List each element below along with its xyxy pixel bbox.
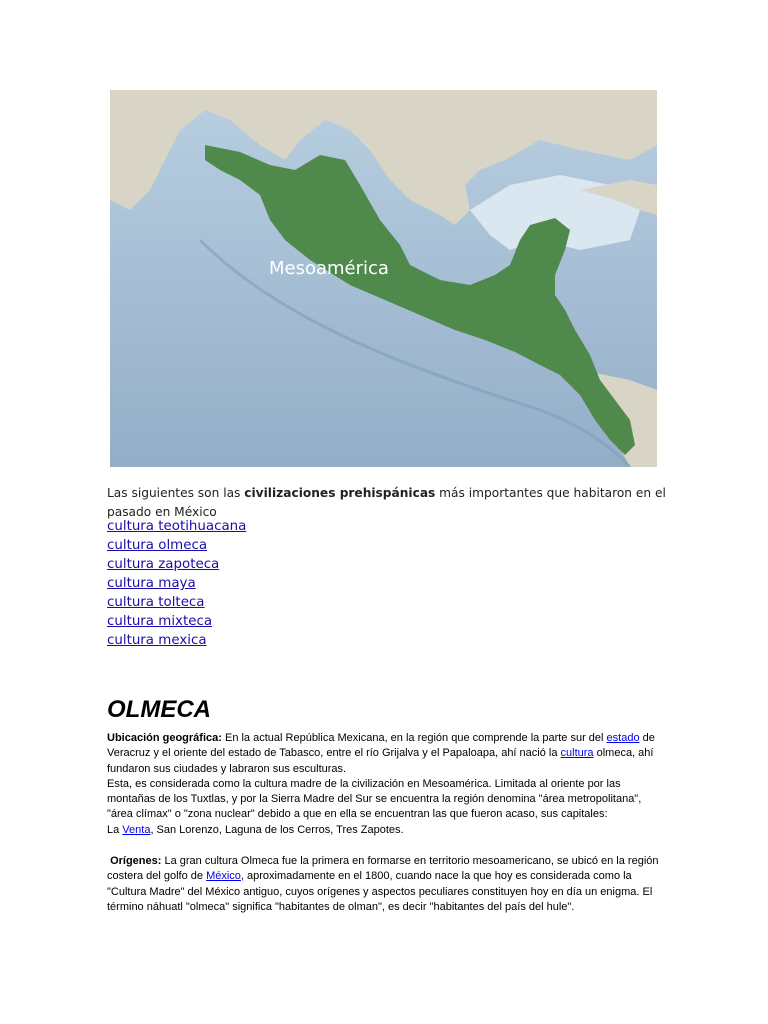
- ubicacion-text-1: En la actual República Mexicana, en la región que comprende la parte sur del: [221, 732, 607, 744]
- link-cultura-mexica[interactable]: cultura mexica: [107, 633, 207, 648]
- link-venta[interactable]: Venta: [122, 823, 151, 836]
- link-cultura-teotihuacana[interactable]: cultura teotihuacana: [107, 519, 247, 534]
- ubicacion-text-6: , San Lorenzo, Laguna de los Cerros, Tres Zapotes.: [150, 823, 404, 836]
- ubicacion-paragraph: [107, 731, 667, 838]
- culture-links-list: [107, 517, 246, 650]
- intro-after: más importantes que habitaron en el pasado en México: [107, 486, 666, 519]
- ubicacion-text-3: olmeca, ahí fundaron sus ciudades y labraron sus esculturas.: [107, 747, 654, 775]
- origenes-text-1: La gran cultura Olmeca fue la primera en formarse en territorio mesoamericano, se ubicó en la región costera del golfo de: [107, 855, 659, 883]
- link-cultura[interactable]: cultura: [560, 747, 594, 760]
- origenes-label: Orígenes:: [110, 855, 162, 867]
- link-cultura-tolteca[interactable]: cultura tolteca: [107, 595, 205, 610]
- link-cultura-mixteca[interactable]: cultura mixteca: [107, 614, 213, 629]
- link-cultura-zapoteca[interactable]: cultura zapoteca: [107, 557, 220, 572]
- link-cultura-maya[interactable]: cultura maya: [107, 576, 196, 591]
- intro-before: Las siguientes son las: [107, 486, 245, 500]
- origenes-text-2: , aproximadamente en el 1800, cuando nace la que hoy es considerada como la "Cultura Madre" del México antiguo, cuyos orígenes y aspectos peculiares constituyen hoy en día un enigma. El término náhuatl "olmeca" significa "habitantes de olman", es decir "habitantes del país del hule".: [107, 870, 653, 913]
- ubicacion-text-4: Esta, es considerada como la cultura madre de la civilización en Mesoamérica. Limitada al oriente por las montañas de los Tuxtlas, y por la Sierra Madre del Sur se encuentra la región denomina "área metropolitana", "área clímax" o "zona nuclear" debido a que en ella se encuentran las que fueron acaso, sus capitales:: [107, 777, 642, 821]
- mesoamerica-map: [110, 90, 657, 467]
- ubicacion-text-2: de Veracruz y el oriente del estado de Tabasco, entre el río Grijalva y el Papaloapa, ahí nació la: [107, 732, 655, 760]
- ubicacion-label: Ubicación geográfica:: [107, 732, 222, 744]
- section-title: OLMECA: [107, 696, 211, 723]
- map-label: Mesoamérica: [269, 258, 389, 279]
- link-estado[interactable]: estado: [606, 732, 640, 744]
- link-cultura-olmeca[interactable]: cultura olmeca: [107, 538, 208, 553]
- intro-bold: civilizaciones prehispánicas: [244, 486, 436, 500]
- ubicacion-text-5: La: [107, 823, 123, 836]
- link-mexico[interactable]: México: [206, 870, 241, 883]
- origenes-paragraph: [107, 854, 667, 915]
- map-graphic: [110, 90, 657, 467]
